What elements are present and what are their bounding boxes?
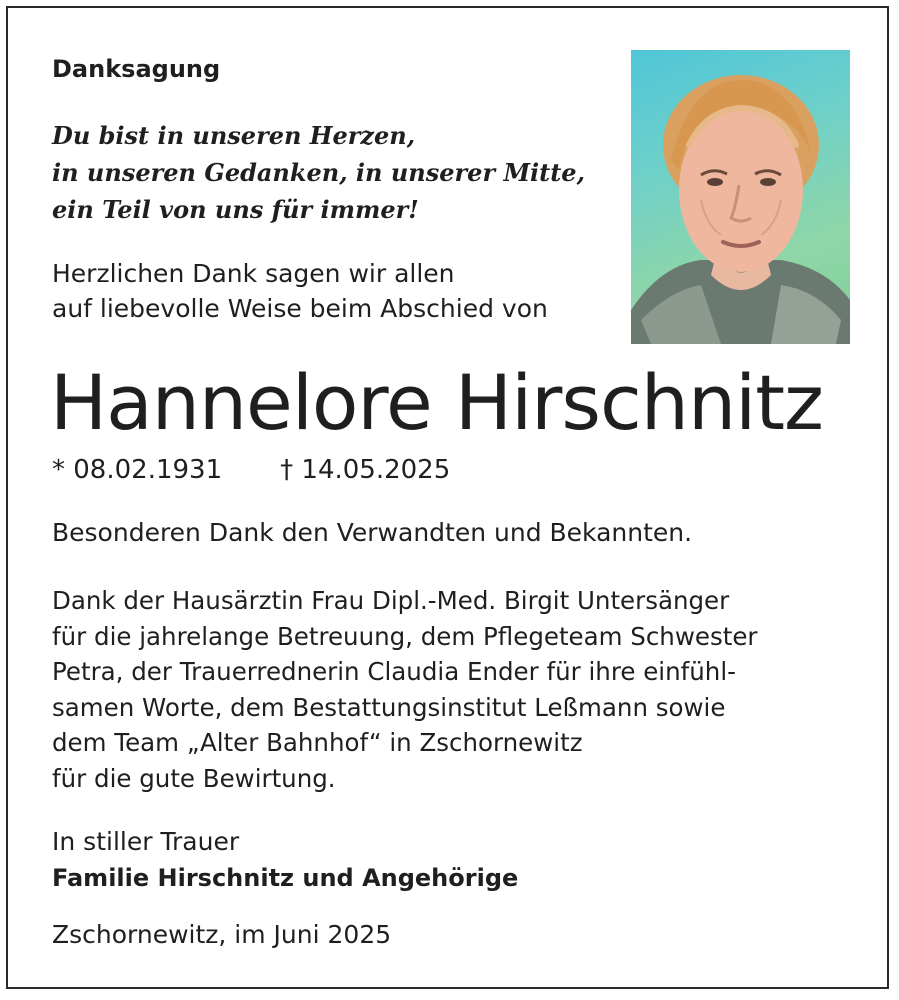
life-dates xyxy=(52,455,450,485)
intro-line: Herzlichen Dank sagen wir allen xyxy=(52,259,455,288)
thanks-relatives: Besonderen Dank den Verwandten und Bekannten. xyxy=(52,518,693,547)
place-date: Zschornewitz, im Juni 2025 xyxy=(52,920,392,949)
notice-heading: Danksagung xyxy=(52,55,221,83)
verse-line: ein Teil von uns für immer! xyxy=(52,195,419,224)
portrait-illustration xyxy=(631,50,850,344)
thanks-line: samen Worte, dem Bestattungsinstitut Leßmann sowie xyxy=(52,692,726,722)
thanks-line: Petra, der Trauerrednerin Claudia Ender für ihre einfühl- xyxy=(52,657,736,686)
thanks-paragraph xyxy=(52,583,757,796)
intro-text xyxy=(52,256,548,326)
deceased-name: Hannelore Hirschnitz xyxy=(50,358,823,447)
thanks-line: für die gute Bewirtung. xyxy=(52,763,336,793)
intro-line: auf liebevolle Weise beim Abschied von xyxy=(52,294,548,323)
verse-line: Du bist in unseren Herzen, xyxy=(52,121,416,150)
closing xyxy=(52,823,518,897)
mourning-text: In stiller Trauer xyxy=(52,827,240,856)
death-date: † 14.05.2025 xyxy=(280,455,451,485)
family-signature: Familie Hirschnitz und Angehörige xyxy=(52,864,519,892)
thanks-line: für die jahrelange Betreuung, dem Pflegeteam Schwester xyxy=(52,621,758,651)
thanks-line: Dank der Hausärztin Frau Dipl.-Med. Birgit Untersänger xyxy=(52,586,730,615)
verse-line: in unseren Gedanken, in unserer Mitte, xyxy=(52,158,585,187)
birth-date: * 08.02.1931 xyxy=(52,455,223,485)
verse xyxy=(52,117,585,228)
thanks-line: dem Team „Alter Bahnhof“ in Zschornewitz xyxy=(52,728,583,757)
portrait-photo xyxy=(631,50,850,344)
